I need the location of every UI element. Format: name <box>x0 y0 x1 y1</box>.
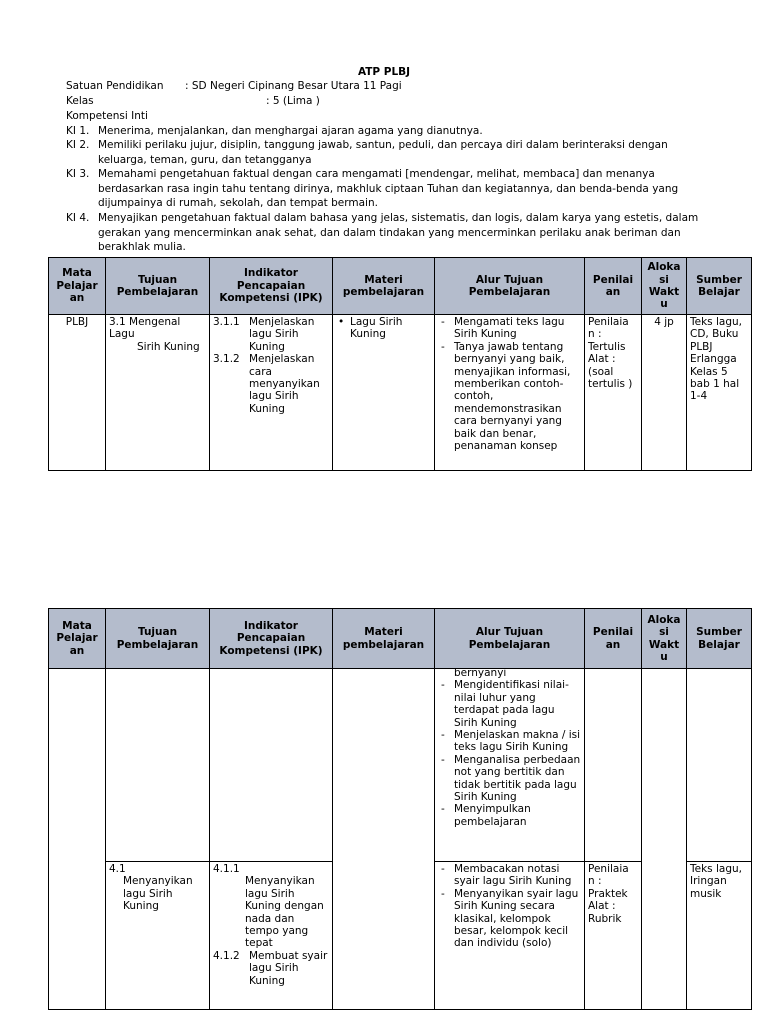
page-title: ATP PLBJ <box>357 66 411 78</box>
header-ipk: Indikator Pencapaian Kompetensi (IPK) <box>210 258 333 315</box>
header-sumber: Sumber Belajar <box>687 609 752 669</box>
cell-ipk <box>210 315 333 471</box>
header-alokasi: Aloka si Wakt u <box>642 258 687 315</box>
ki-text: Menyajikan pengetahuan faktual dalam bahasa yang jelas, sistematis, dan logis, dalam karya yang estetis, dalam gerakan yang mencerminkan anak sehat, dan dalam tindakan yang mencerminkan perilaku anak beriman dan berakhlak mulia. <box>98 212 699 253</box>
kelas-value: : 5 (Lima ) <box>266 95 320 107</box>
list-item: - Menyimpulkan pembelajaran <box>438 803 581 828</box>
tujuan-text: Menyanyikan lagu Sirih Kuning <box>123 875 193 913</box>
list-item: - Tanya jawab tentang bernyanyi yang baik, menyajikan informasi, memberikan contoh-contoh, mendemonstrasikan cara bernyanyi yang baik dan benar, penanaman konsep <box>438 341 581 453</box>
info-satuan <box>66 80 402 92</box>
ki-text: Menerima, menjalankan, dan menghargai ajaran agama yang dianutnya. <box>98 125 483 137</box>
satuan-value: : SD Negeri Cipinang Besar Utara 11 Pagi <box>185 80 402 92</box>
list-item: - Mengamati teks lagu Sirih Kuning <box>438 316 581 341</box>
cell-sumber: Teks lagu, CD, Buku PLBJ Erlangga Kelas 5 bab 1 hal 1-4 <box>687 315 752 471</box>
ki-1 <box>66 124 706 139</box>
cell-alokasi: 4 jp <box>642 315 687 471</box>
cell-tujuan <box>106 315 210 471</box>
cell-tujuan <box>106 862 210 1010</box>
alur-list <box>438 316 581 452</box>
ipk-number: 4.1.1 <box>213 863 240 875</box>
list-item: - Mengidentifikasi nilai-nilai luhur yang terdapat pada lagu Sirih Kuning <box>438 679 581 729</box>
cell-tujuan <box>106 669 210 862</box>
tujuan-line: 3.1 Mengenal Lagu <box>109 316 181 341</box>
tujuan-number: 4.1 <box>109 863 126 875</box>
ki-text: Memahami pengetahuan faktual dengan cara mengamati [mendengar, melihat, membaca] dan menanya berdasarkan rasa ingin tahu tentang dirinya, makhluk ciptaan Tuhan dan kegiatannya, dan benda-benda yang dijumpainya di rumah, sekolah, dan tempat bermain. <box>98 168 679 209</box>
header-tujuan: Tujuan Pembelajaran <box>106 258 210 315</box>
info-kelas <box>66 95 320 107</box>
header-ipk: Indikator Pencapaian Kompetensi (IPK) <box>210 609 333 669</box>
ipk-text: Membuat syair lagu Sirih Kuning <box>249 949 328 987</box>
list-item: - Menganalisa perbedaan not yang bertitik dan tidak bertitik pada lagu Sirih Kuning <box>438 754 581 804</box>
ki-3 <box>66 167 706 211</box>
list-item: - Menjelaskan makna / isi teks lagu Sirih Kuning <box>438 729 581 754</box>
cell-ipk <box>210 669 333 862</box>
tujuan-line: Sirih Kuning <box>137 340 200 353</box>
cell-penilaian: Penilaia n : Tertulis Alat : (soal tertulis ) <box>585 315 642 471</box>
ki-number: KI 1. <box>66 125 90 137</box>
ipk-text: Menyanyikan lagu Sirih Kuning dengan nada dan tempo yang tepat <box>245 875 324 950</box>
list-item: - Menyanyikan syair lagu Sirih Kuning secara klasikal, kelompok besar, kelompok kecil dan individu (solo) <box>438 888 581 950</box>
ki-number: KI 4. <box>66 212 90 224</box>
cell-alur <box>435 669 585 862</box>
alur-list <box>438 679 581 828</box>
table-header-row <box>49 258 752 315</box>
header-mapel: Mata Pelajar an <box>49 258 106 315</box>
table-header-row <box>49 609 752 669</box>
ipk-number: 3.1.1 <box>213 316 240 328</box>
header-alokasi: Aloka si Wakt u <box>642 609 687 669</box>
ipk-number: 4.1.2 <box>213 949 240 962</box>
ki-text: Memiliki perilaku jujur, disiplin, tanggung jawab, santun, peduli, dan percaya diri dalam berinteraksi dengan keluarga, teman, guru, dan tetangganya <box>98 139 668 166</box>
atp-table-page2 <box>48 608 752 1010</box>
header-alur: Alur Tujuan Pembelajaran <box>435 258 585 315</box>
table-row <box>49 315 752 471</box>
list-item: • Lagu Sirih Kuning <box>336 316 431 341</box>
header-materi: Materi pembelajaran <box>333 258 435 315</box>
ki-2 <box>66 138 706 167</box>
materi-list <box>336 316 431 341</box>
header-penilaian: Penilai an <box>585 609 642 669</box>
cell-sumber: Teks lagu, Iringan musik <box>687 862 752 1010</box>
header-alur: Alur Tujuan Pembelajaran <box>435 609 585 669</box>
cell-penilaian: Penilaia n : Praktek Alat : Rubrik <box>585 862 642 1010</box>
cell-penilaian <box>585 669 642 862</box>
ipk-text: Menjelaskan cara menyanyikan lagu Sirih Kuning <box>249 353 320 415</box>
kompetensi-inti-label: Kompetensi Inti <box>66 110 148 122</box>
ki-4 <box>66 211 706 255</box>
cell-alur <box>435 862 585 1010</box>
ki-number: KI 3. <box>66 168 90 180</box>
cell-materi <box>333 315 435 471</box>
list-item: - Membacakan notasi syair lagu Sirih Kuning <box>438 863 581 888</box>
header-tujuan: Tujuan Pembelajaran <box>106 609 210 669</box>
cell-ipk <box>210 862 333 1010</box>
ipk-number: 3.1.2 <box>213 353 240 366</box>
atp-table-page1 <box>48 257 752 471</box>
alur-continued: bernyanyi <box>454 667 507 679</box>
ipk-text: Menjelaskan lagu Sirih Kuning <box>249 316 315 353</box>
ki-number: KI 2. <box>66 139 90 151</box>
header-materi: Materi pembelajaran <box>333 609 435 669</box>
cell-mapel <box>49 669 106 1010</box>
cell-mapel: PLBJ <box>49 315 106 471</box>
cell-sumber <box>687 669 752 862</box>
cell-alokasi <box>642 669 687 1010</box>
alur-list <box>438 863 581 950</box>
satuan-label: Satuan Pendidikan <box>66 80 164 92</box>
header-sumber: Sumber Belajar <box>687 258 752 315</box>
cell-materi <box>333 669 435 1010</box>
table-row <box>49 669 752 862</box>
kelas-label: Kelas <box>66 95 94 107</box>
header-penilaian: Penilai an <box>585 258 642 315</box>
cell-alur <box>435 315 585 471</box>
header-mapel: Mata Pelajar an <box>49 609 106 669</box>
